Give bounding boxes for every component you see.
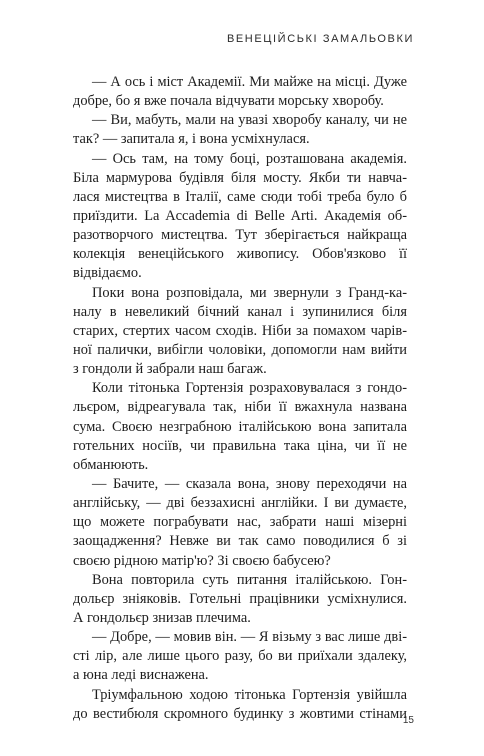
text-line: своєю рідною матір'ю? Зі своєю бабусею?: [73, 552, 331, 569]
body-text: [73, 73, 407, 724]
text-line: Тріумфальною ходою тітонька Гортензія увійшла: [92, 686, 407, 703]
text-line: Коли тітонька Гортензія розраховувалася з гондо-: [92, 380, 407, 397]
text-line: добре, бо я вже почала відчувати морську хворобу.: [73, 93, 384, 110]
text-line: старих, стертих часом сходів. Ніби за помахом чарів-: [73, 322, 407, 339]
text-line: — А ось і міст Академії. Ми майже на місці. Дуже: [92, 74, 407, 90]
text-line: готельних носіїв, чи правильна така ціна, чи її не: [73, 437, 407, 454]
text-line: колекція венеційського живопису. Обов'язково її: [73, 246, 407, 263]
text-line: разотворчого мистецтва. Тут зберігається найкраща: [73, 227, 407, 244]
text-line: до вестибюля скромного будинку з жовтими стінами: [73, 705, 407, 722]
text-line: А гондольєр знизав плечима.: [73, 609, 251, 626]
text-line: англійську, — дві беззахисні англійки. І ви думаєте,: [73, 495, 407, 512]
text-line: заощадження? Невже ви так само поводилися б зі: [73, 533, 407, 550]
text-line: приїздити. La Accademia di Belle Arti. Академія об-: [73, 207, 407, 224]
text-line: Вона повторила суть питання італійською. Гон-: [92, 571, 407, 588]
text-line: а юна леді виснажена.: [73, 667, 209, 684]
text-line: з гондоли й забрали наш багаж.: [73, 361, 267, 378]
page-number: 15: [402, 715, 414, 726]
text-line: обманюють.: [73, 456, 149, 473]
text-line: ної палички, вибігли чоловіки, допомогли нам вийти: [73, 341, 407, 358]
text-line: лася мистецтва в Італії, саме сюди тобі треба було б: [73, 188, 407, 205]
text-line: налу в невеликий бічний канал і зупинилися біля: [73, 303, 407, 320]
text-line: — Ось там, на тому боці, розташована академія.: [92, 150, 407, 167]
running-header: ВЕНЕЦІЙСЬКІ ЗАМАЛЬОВКИ: [226, 33, 414, 45]
text-line: дольєр зніяковів. Готельні працівники усміхнулися.: [73, 590, 407, 607]
text-line: сума. Своєю незграбною італійською вона запитала: [73, 418, 407, 435]
text-line: відвідаємо.: [73, 265, 142, 282]
text-line: — Добре, — мовив він. — Я візьму з вас лише дві-: [92, 629, 407, 646]
text-line: що можете пограбувати нас, забрати наші мізерні: [73, 514, 407, 531]
text-line: — Бачите, — сказала вона, знову переходячи на: [92, 475, 407, 492]
text-line: сті лір, але лише цього разу, бо ви приїхали здалеку,: [73, 648, 407, 665]
text-line: Біла мармурова будівля біля мосту. Якби ти навча-: [73, 169, 407, 186]
text-line: льєром, відреагувала так, ніби її вжахнула названа: [73, 399, 407, 416]
text-line: Поки вона розповідала, ми звернули з Гранд-ка-: [92, 284, 407, 301]
text-line: — Ви, мабуть, мали на увазі хворобу каналу, чи не: [92, 112, 407, 129]
text-line: так? — запитала я, і вона усміхнулася.: [73, 131, 310, 148]
